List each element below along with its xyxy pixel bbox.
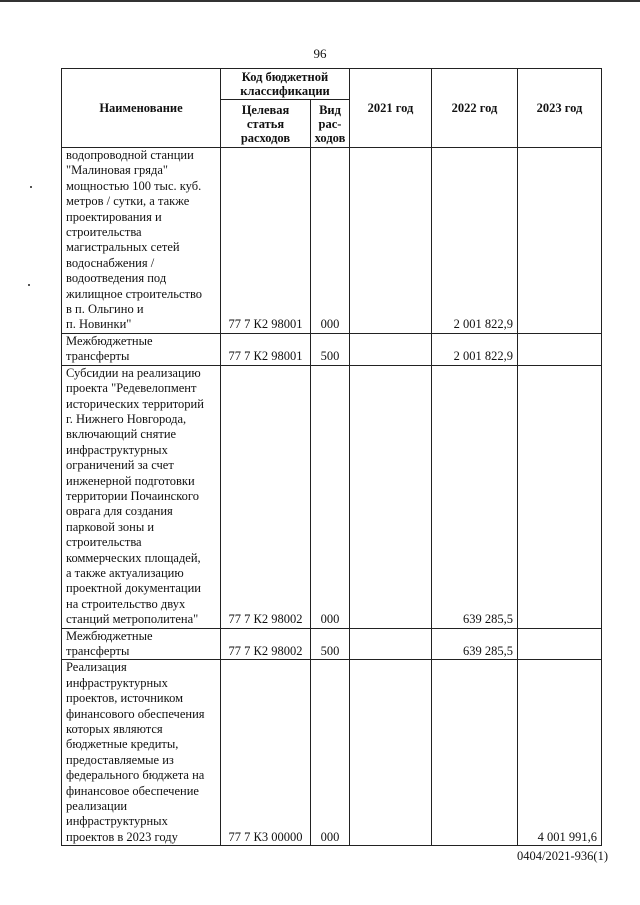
- header-year-2021: 2021 год: [350, 69, 432, 148]
- row-name-line: мощностью 100 тыс. куб.: [66, 178, 202, 193]
- row-name-line: водоотведения под: [66, 271, 167, 286]
- row-name-line: которых являются: [66, 722, 163, 737]
- row-name-line: федерального бюджета на: [66, 768, 205, 783]
- table-row: [62, 333, 602, 365]
- row-target-code-cell: 77 7 К2 98002: [221, 365, 311, 628]
- row-name-line: проектирования и: [66, 209, 162, 224]
- row-expense-kind-cell: 000: [311, 365, 350, 628]
- row-expense-kind-cell: 000: [311, 660, 350, 846]
- row-name-line: инфраструктурных: [66, 442, 168, 457]
- row-2021-value-cell: [350, 660, 432, 846]
- row-2023-value-cell: [518, 628, 602, 660]
- header-name: Наименование: [62, 69, 221, 148]
- row-name-line: в п. Ольгино и: [66, 302, 144, 317]
- table-body: [62, 148, 602, 846]
- row-name-line: водопроводной станции: [66, 148, 194, 162]
- row-name-line: ограничений за счет: [66, 458, 174, 473]
- row-name-line: парковой зоны и: [66, 519, 155, 534]
- row-name-line: трансферты: [66, 644, 130, 658]
- row-2022-value-cell: 2 001 822,9: [432, 148, 518, 334]
- row-name-line: на строительство двух: [66, 596, 186, 611]
- row-target-code-cell: 77 7 К2 98001: [221, 333, 311, 365]
- document-code: 0404/2021-936(1): [517, 849, 608, 863]
- header-target-article: Целевая статья расходов: [221, 100, 311, 148]
- row-name-line: реализации: [66, 799, 128, 814]
- row-2022-value-cell: 639 285,5: [432, 365, 518, 628]
- row-name-cell: [62, 365, 221, 628]
- row-name-line: бюджетные кредиты,: [66, 737, 179, 752]
- row-2022-value-cell: 639 285,5: [432, 628, 518, 660]
- row-name-line: оврага для создания: [66, 504, 173, 519]
- table-row: [62, 660, 602, 846]
- table-row: [62, 628, 602, 660]
- header-year-2022: 2022 год: [432, 69, 518, 148]
- row-name-line: п. Новинки": [66, 317, 132, 332]
- row-2021-value-cell: [350, 148, 432, 334]
- row-name-line: метров / сутки, а также: [66, 194, 190, 209]
- row-expense-kind-cell: 500: [311, 628, 350, 660]
- row-name-line: предоставляемые из: [66, 752, 174, 767]
- row-name-cell: [62, 148, 221, 334]
- top-border-line: [0, 0, 640, 2]
- row-name-cell: [62, 333, 221, 365]
- row-name-line: строительства: [66, 535, 142, 550]
- row-name-line: а также актуализацию: [66, 565, 184, 580]
- row-2022-value-cell: 2 001 822,9: [432, 333, 518, 365]
- row-name-cell: [62, 660, 221, 846]
- row-name-line: магистральных сетей: [66, 240, 180, 255]
- row-name-line: исторических территорий: [66, 396, 204, 411]
- row-name-line: территории Почаинского: [66, 488, 199, 503]
- row-2021-value-cell: [350, 333, 432, 365]
- header-year-2023: 2023 год: [518, 69, 602, 148]
- row-name-line: инфраструктурных: [66, 675, 168, 690]
- row-target-code-cell: 77 7 К3 00000: [221, 660, 311, 846]
- row-name-line: трансферты: [66, 349, 130, 364]
- row-2023-value-cell: 4 001 991,6: [518, 660, 602, 846]
- row-name-line: проектной документации: [66, 581, 201, 596]
- scan-speck: [28, 284, 30, 286]
- row-name-line: водоснабжения /: [66, 255, 155, 270]
- header-budget-code: Код бюджетной классификации: [221, 69, 350, 100]
- row-name-line: инфраструктурных: [66, 814, 168, 829]
- row-2023-value-cell: [518, 148, 602, 334]
- row-name-line: проектов в 2023 году: [66, 829, 178, 844]
- row-target-code-cell: 77 7 К2 98002: [221, 628, 311, 660]
- row-name-line: финансового обеспечения: [66, 706, 205, 721]
- row-2023-value-cell: [518, 333, 602, 365]
- table-row: [62, 365, 602, 628]
- row-target-code-cell: 77 7 К2 98001: [221, 148, 311, 334]
- row-2021-value-cell: [350, 628, 432, 660]
- row-name-line: строительства: [66, 225, 142, 240]
- page-number: 96: [313, 46, 327, 61]
- row-name-line: Реализация: [66, 660, 127, 675]
- row-2023-value-cell: [518, 365, 602, 628]
- row-name-line: включающий снятие: [66, 427, 177, 442]
- row-name-line: Субсидии на реализацию: [66, 365, 201, 380]
- row-name-line: коммерческих площадей,: [66, 550, 201, 565]
- row-expense-kind-cell: 000: [311, 148, 350, 334]
- row-name-line: жилищное строительство: [66, 286, 203, 301]
- row-2021-value-cell: [350, 365, 432, 628]
- row-name-cell: [62, 628, 221, 660]
- row-name-line: г. Нижнего Новгорода,: [66, 411, 187, 426]
- table-row: [62, 148, 602, 334]
- row-name-line: Межбюджетные: [66, 333, 153, 348]
- row-name-line: "Малиновая гряда": [66, 163, 169, 178]
- row-2022-value-cell: [432, 660, 518, 846]
- budget-table: [61, 68, 602, 846]
- row-name-line: станций метрополитена": [66, 612, 199, 627]
- row-name-line: инженерной подготовки: [66, 473, 195, 488]
- row-name-line: проектов, источником: [66, 691, 183, 706]
- row-name-line: финансовое обеспечение: [66, 783, 199, 798]
- row-expense-kind-cell: 500: [311, 333, 350, 365]
- header-expense-kind: Вид рас-ходов: [311, 100, 350, 148]
- row-name-line: Межбюджетные: [66, 628, 153, 643]
- row-name-line: проекта "Редевелопмент: [66, 381, 197, 396]
- scan-speck: [30, 186, 32, 188]
